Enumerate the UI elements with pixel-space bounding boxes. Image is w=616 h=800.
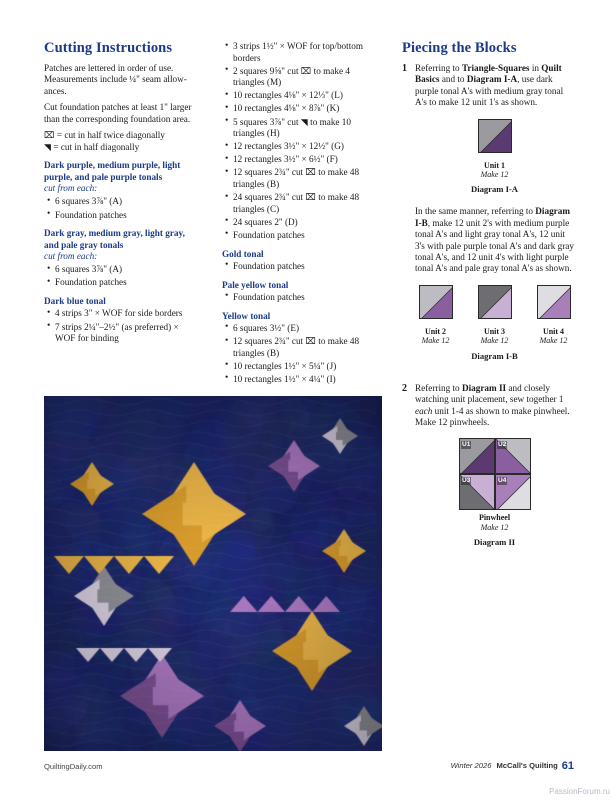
list-item: • 24 squares 2" (D) <box>233 217 382 229</box>
piecing-blocks-column <box>402 40 574 551</box>
quilt-photo <box>44 396 382 751</box>
page-title: Cutting Instructions <box>44 40 173 56</box>
footer-magazine: McCall's Quilting <box>496 761 558 770</box>
list-item: • 2 squares 9⅝" cut ⌧ to make 4 triangles (M) <box>233 66 382 89</box>
unit-2-swatch <box>419 285 453 319</box>
list-item: • Foundation patches <box>233 292 382 304</box>
triangle-square-icon <box>479 286 512 319</box>
step-1-number: 1 <box>402 63 407 74</box>
fabric-group-purple-subtitle: cut from each: <box>44 183 98 194</box>
pinwheel-label: Pinwheel Make 12 <box>478 513 511 532</box>
step-2 <box>402 383 574 547</box>
unit-3-label: Unit 3 Make 12 <box>480 326 509 346</box>
list-item: • 24 squares 2¾" cut ⌧ to make 48 triangles (C) <box>233 192 382 215</box>
unit-2-cell <box>415 285 456 346</box>
triangle-square-icon <box>420 286 453 319</box>
watermark: PassionForum.ru <box>549 787 610 796</box>
list-item: • 3 strips 1½" × WOF for top/bottom borders <box>233 41 382 64</box>
unit-4-cell <box>533 285 574 346</box>
unit-4-label: Unit 4 Make 12 <box>539 326 568 346</box>
pinwheel-cell-u3 <box>459 474 495 510</box>
legend-half-diagonal: ◥ = cut in half diagonally <box>44 141 140 152</box>
step-2-paragraph: Referring to Diagram II and closely watching unit placement, sew together 1 each unit 1-4 as shown to make pinwheel. Make 12 pinwheels. <box>415 382 570 427</box>
pinwheel-cell-u1 <box>459 438 495 474</box>
step-2-number: 2 <box>402 382 407 394</box>
diagram-ib <box>415 285 574 361</box>
fabric-group-gray-subtitle: cut from each: <box>44 250 98 261</box>
legend-quarter-diagonal: ⌧ = cut in half twice diagonally <box>44 130 165 141</box>
list-item: • 6 squares 3⅞" (A) <box>55 264 199 276</box>
unit-3-swatch <box>478 285 512 319</box>
footer-website: QuiltingDaily.com <box>44 762 103 771</box>
list-item: • 12 squares 2¾" cut ⌧ to make 48 triangles (B) <box>233 336 382 359</box>
unit-2-label: Unit 2 Make 12 <box>421 326 450 346</box>
darkblue-continued-list <box>222 41 382 242</box>
pinwheel-cell-u2 <box>495 438 531 474</box>
list-item: • 12 rectangles 3½" × 12½" (G) <box>233 141 382 153</box>
cutting-continued-column <box>222 40 382 389</box>
fabric-group-yellow-title: Yellow tonal <box>222 310 271 321</box>
list-item: • Foundation patches <box>55 277 199 289</box>
list-item: • Foundation patches <box>233 261 382 273</box>
fabric-group-paleyellow-title: Pale yellow tonal <box>222 279 289 290</box>
fabric-group-purple-list <box>44 196 199 221</box>
fabric-group-gray-title: Dark gray, medium gray, light gray, and pale gray tonals <box>44 228 185 250</box>
pinwheel-diagram <box>459 438 531 510</box>
pinwheel-cell-u4 <box>495 474 531 510</box>
pinwheel-tag-u2: U2 <box>498 440 507 448</box>
footer-page-number: 61 <box>561 760 574 772</box>
quilt-photo-canvas <box>44 396 382 751</box>
unit-3-cell <box>474 285 515 346</box>
fabric-group-gold-list <box>222 261 382 273</box>
list-item: • 5 squares 3⅞" cut ◥ to make 10 triangles (H) <box>233 117 382 140</box>
step-1-paragraph-2: In the same manner, referring to Diagram I-B, make 12 unit 2's with medium purple tonal A's and light gray tonal A's, 12 unit 3's with pale purple tonal A's and dark gray tonal A's, and 12 unit 4's with light purple tonal A's and pale gray tonal A's as shown. <box>415 206 574 274</box>
list-item: • Foundation patches <box>55 210 199 222</box>
fabric-group-yellow-list <box>222 323 382 385</box>
footer-issue: Winter 2026 <box>450 761 492 770</box>
unit-1-label: Unit 1 Make 12 <box>480 160 509 180</box>
fabric-group-gold-title: Gold tonal <box>222 248 264 259</box>
diagram-ii <box>415 438 574 547</box>
fabric-group-gray-list <box>44 264 199 289</box>
fabric-group-darkblue-list <box>44 308 199 344</box>
unit-4-swatch <box>537 285 571 319</box>
list-item: • Foundation patches <box>233 230 382 242</box>
list-item: • 6 squares 3½" (E) <box>233 323 382 335</box>
list-item: • 10 rectangles 4⅛" × 8⅞" (K) <box>233 103 382 115</box>
intro-paragraph-1: Patches are lettered in order of use. Measurements include ¼" seam allowances. <box>44 63 187 96</box>
list-item: • 7 strips 2¼"–2½" (as preferred) × WOF for binding <box>55 322 199 345</box>
diagram-ii-caption: Diagram II <box>473 537 516 548</box>
pinwheel-tag-u4: U4 <box>498 476 507 484</box>
triangle-square-icon <box>538 286 571 319</box>
diagram-ia-caption: Diagram I-A <box>470 184 519 195</box>
page-footer <box>0 762 616 778</box>
fabric-group-purple-title: Dark purple, medium purple, light purple, and pale purple tonals <box>44 160 181 182</box>
list-item: • 12 squares 2¾" cut ⌧ to make 48 triangles (B) <box>233 167 382 190</box>
section-title-piecing: Piecing the Blocks <box>402 40 517 56</box>
fabric-group-darkblue-title: Dark blue tonal <box>44 296 106 307</box>
diagram-ib-caption: Diagram I-B <box>471 350 518 361</box>
fabric-group-paleyellow-list <box>222 292 382 304</box>
diagram-ia <box>415 119 574 195</box>
list-item: • 12 rectangles 3½" × 6½" (F) <box>233 154 382 166</box>
pinwheel-tag-u3: U3 <box>462 476 471 484</box>
diagram-ib-units-row <box>415 285 574 346</box>
step-1-paragraph-1: Referring to Triangle-Squares in Quilt Basics and to Diagram I-A, use dark purple tonal A's with medium gray tonal A's to make 12 unit 1's as shown. <box>415 63 564 108</box>
pinwheel-tag-u1: U1 <box>462 440 471 448</box>
footer-issue-info <box>451 760 574 772</box>
list-item: • 6 squares 3⅞" (A) <box>55 196 199 208</box>
intro-paragraph-2: Cut foundation patches at least 1" larger than the corresponding foundation area. <box>44 102 192 124</box>
step-1 <box>402 63 574 361</box>
list-item: • 10 rectangles 1½" × 4¼" (I) <box>233 374 382 386</box>
list-item: • 10 rectangles 1½" × 5¼" (J) <box>233 361 382 373</box>
cutting-instructions-column <box>44 40 199 349</box>
triangle-square-icon <box>479 120 512 153</box>
unit-1-swatch <box>478 119 512 153</box>
list-item: • 10 rectangles 4⅛" × 12⅓" (L) <box>233 90 382 102</box>
list-item: • 4 strips 3" × WOF for side borders <box>55 308 199 320</box>
